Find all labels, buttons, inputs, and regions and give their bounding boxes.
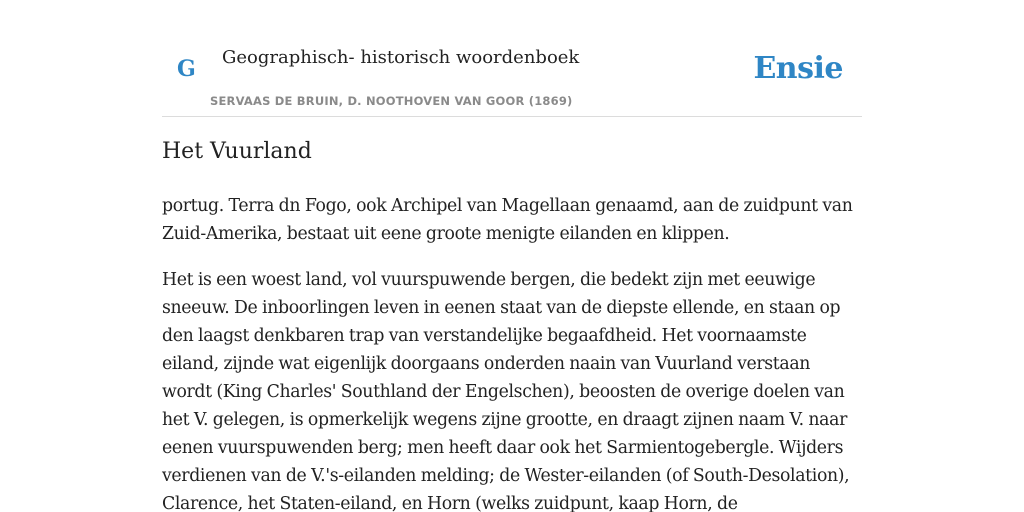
article-title: Het Vuurland bbox=[162, 139, 312, 164]
site-header bbox=[162, 0, 862, 117]
source-logo-icon[interactable]: G bbox=[177, 56, 196, 82]
article-paragraph: Het is een woest land, vol vuurspuwende bergen, die bedekt zijn met eeuwige sneeuw. De inboorlingen leven in eenen staat van de diepste ellende, en staan op den laagst denkbaren trap van verstandelijke begaafdheid. Het voornaamste eiland, zijnde wat eigenlijk doorgaans onderden naain van Vuurland verstaan wordt (King Charles' Southland der Engelschen), beoosten de overige doelen van het V. gelegen, is opmerkelijk wegens zijne grootte, en draagt zijnen naam V. naar eenen vuurspuwenden berg; men heeft daar ook het Sarmientogebergle. Wijders verdienen van de V.'s-eilanden melding; de Wester-eilanden (of South-Desolation), Clarence, het Staten-eiland, en Horn (welks zuidpunt, kaap Horn, de bbox=[162, 270, 850, 512]
article-paragraph: portug. Terra dn Fogo, ook Archipel van Magellaan genaamd, aan de zuidpunt van Zuid-Amerika, bestaat uit eene groote menigte eilanden en klippen. bbox=[162, 196, 853, 244]
ensie-logo[interactable]: Ensie bbox=[753, 51, 843, 86]
book-author: SERVAAS DE BRUIN, D. NOOTHOVEN VAN GOOR (1869) bbox=[210, 94, 573, 108]
article-body bbox=[162, 192, 862, 512]
book-title[interactable]: Geographisch- historisch woordenboek bbox=[222, 47, 580, 68]
